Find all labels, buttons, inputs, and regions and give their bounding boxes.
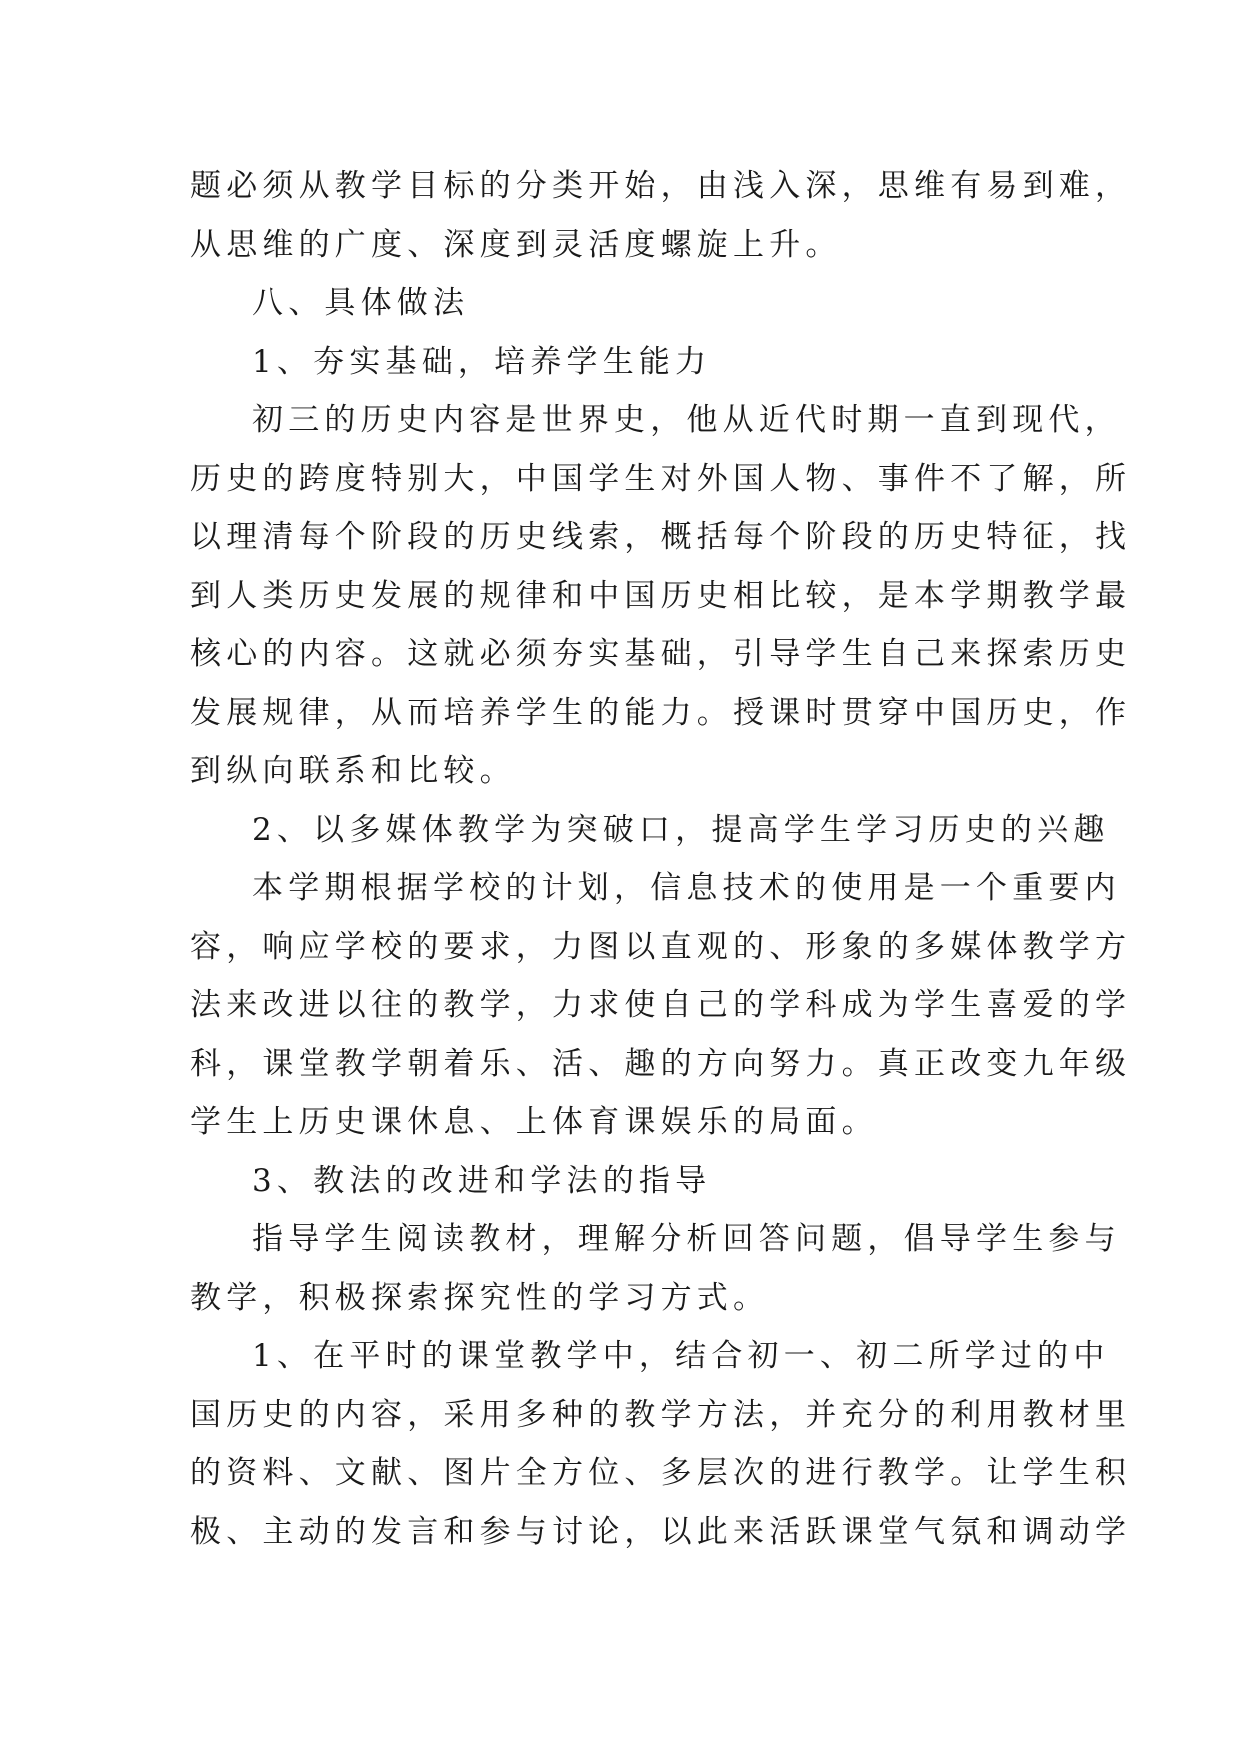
text-line: 历史的跨度特别大，中国学生对外国人物、事件不了解，所 <box>190 460 1132 497</box>
text-line: 八、具体做法 <box>252 285 470 321</box>
text-line: 指导学生阅读教材，理解分析回答问题，倡导学生参与 <box>252 1221 1121 1257</box>
text-line: 本学期根据学校的计划，信息技术的使用是一个重要内 <box>252 870 1121 906</box>
text-line: 3、教法的改进和学法的指导 <box>252 1162 712 1199</box>
text-line: 教学，积极探索探究性的学习方式。 <box>190 1279 770 1316</box>
text-line: 核心的内容。这就必须夯实基础，引导学生自己来探索历史 <box>190 636 1132 672</box>
text-line: 科，课堂教学朝着乐、活、趣的方向努力。真正改变九年级 <box>190 1045 1132 1082</box>
text-line: 2、以多媒体教学为突破口，提高学生学习历史的兴趣 <box>252 811 1110 848</box>
text-line: 国历史的内容，采用多种的教学方法，并充分的利用教材里 <box>190 1396 1132 1433</box>
text-line: 极、主动的发言和参与讨论，以此来活跃课堂气氛和调动学 <box>190 1513 1132 1550</box>
text-line: 法来改进以往的教学，力求使自己的学科成为学生喜爱的学 <box>190 987 1132 1023</box>
text-line: 从思维的广度、深度到灵活度螺旋上升。 <box>190 226 842 263</box>
text-line: 到纵向联系和比较。 <box>190 753 516 789</box>
text-line: 初三的历史内容是世界史，他从近代时期一直到现代， <box>252 402 1121 438</box>
text-line: 到人类历史发展的规律和中国历史相比较，是本学期教学最 <box>190 577 1132 614</box>
text-line: 题必须从教学目标的分类开始，由浅入深，思维有易到难， <box>190 168 1132 204</box>
text-line: 以理清每个阶段的历史线索，概括每个阶段的历史特征，找 <box>190 519 1132 555</box>
text-line: 发展规律，从而培养学生的能力。授课时贯穿中国历史，作 <box>190 694 1132 731</box>
text-line: 1、在平时的课堂教学中，结合初一、初二所学过的中 <box>252 1338 1110 1374</box>
text-line: 容，响应学校的要求，力图以直观的、形象的多媒体教学方 <box>190 928 1132 965</box>
text-line: 的资料、文献、图片全方位、多层次的进行教学。让学生积 <box>190 1455 1132 1491</box>
text-line: 1、夯实基础，培养学生能力 <box>252 343 712 380</box>
document-body <box>190 157 1132 1561</box>
text-line: 学生上历史课休息、上体育课娱乐的局面。 <box>190 1104 878 1140</box>
